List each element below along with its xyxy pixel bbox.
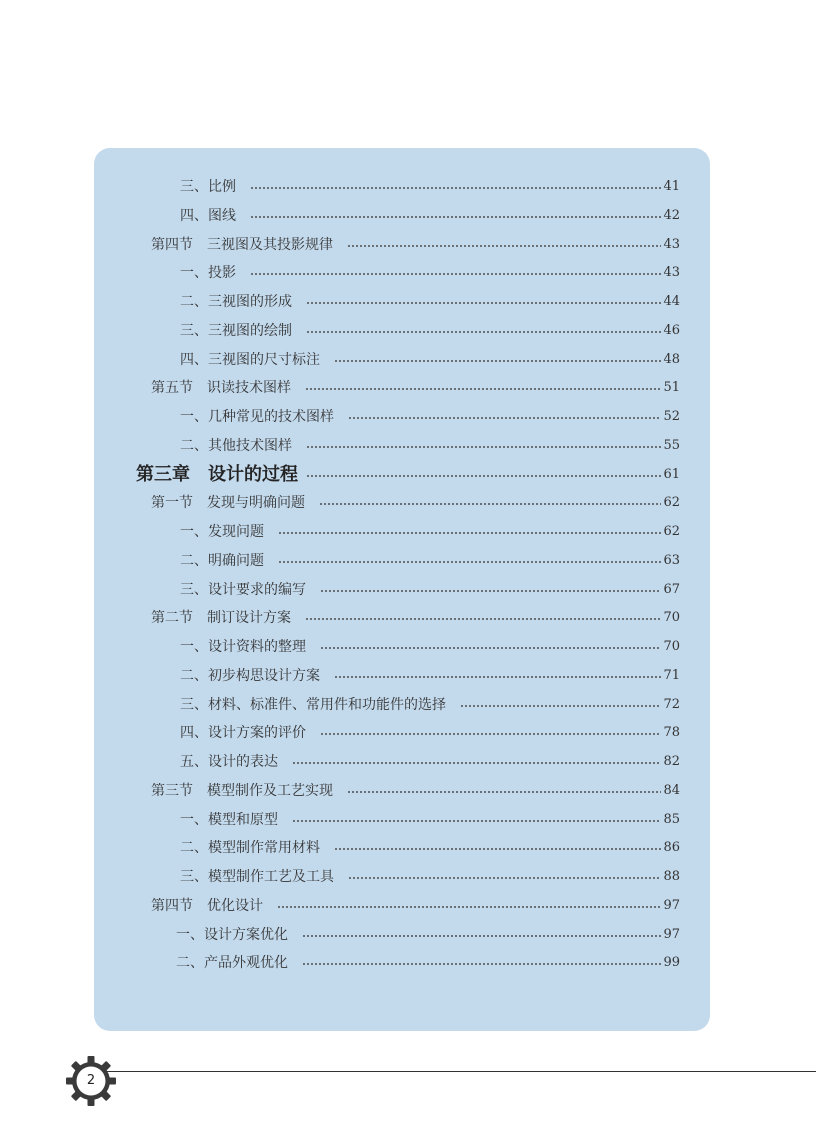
dot-leader <box>348 877 661 879</box>
toc-item-entry[interactable] <box>180 691 680 719</box>
toc-entry-label: 第五节 识读技术图样 <box>151 380 291 397</box>
dot-leader <box>250 216 661 218</box>
toc-entry-page: 62 <box>663 495 680 511</box>
dot-leader <box>306 446 661 448</box>
dot-leader <box>319 503 661 505</box>
toc-entry-label: 第四节 三视图及其投影规律 <box>151 236 333 253</box>
page-number: 2 <box>86 1073 96 1088</box>
dot-leader <box>334 360 661 362</box>
toc-entry-label: 一、发现问题 <box>180 524 264 540</box>
toc-item-entry[interactable] <box>176 921 680 949</box>
toc-item-entry[interactable] <box>180 317 680 345</box>
dot-leader <box>320 647 661 649</box>
dot-leader <box>347 791 661 793</box>
toc-section-entry[interactable] <box>151 777 680 805</box>
toc-section-entry[interactable] <box>151 892 680 920</box>
toc-entry-label: 一、设计方案优化 <box>176 926 288 943</box>
toc-entry-page: 55 <box>663 437 680 453</box>
dot-leader <box>347 245 661 247</box>
toc-entry-label: 四、设计方案的评价 <box>180 725 306 742</box>
toc-entry-page: 48 <box>663 351 680 367</box>
toc-entry-page: 78 <box>663 725 680 741</box>
toc-entry-label: 三、设计要求的编写 <box>180 581 306 598</box>
toc-entry-label: 第二节 制订设计方案 <box>151 610 291 627</box>
dot-leader <box>334 848 661 850</box>
toc-item-entry[interactable] <box>180 259 680 287</box>
dot-leader <box>250 187 661 189</box>
toc-entry-label: 三、三视图的绘制 <box>180 322 292 339</box>
toc-entry-page: 43 <box>663 265 680 281</box>
toc-item-entry[interactable] <box>180 547 680 575</box>
dot-leader <box>348 417 661 419</box>
toc-section-entry[interactable] <box>151 374 680 402</box>
toc-section-entry[interactable] <box>151 489 680 517</box>
dot-leader <box>292 762 661 764</box>
toc-entry-page: 72 <box>663 696 680 712</box>
toc-item-entry[interactable] <box>180 719 680 747</box>
toc-entry-label: 第四节 优化设计 <box>151 897 263 914</box>
toc-item-entry[interactable] <box>180 202 680 230</box>
toc-item-entry[interactable] <box>180 173 680 201</box>
toc-entry-page: 70 <box>663 610 680 626</box>
toc-item-entry[interactable] <box>180 633 680 661</box>
dot-leader <box>292 820 661 822</box>
toc-entry-label: 第三节 模型制作及工艺实现 <box>151 782 333 799</box>
toc-item-entry[interactable] <box>180 518 680 546</box>
toc-item-entry[interactable] <box>180 806 680 834</box>
toc-entry-page: 61 <box>663 466 680 482</box>
toc-item-entry[interactable] <box>180 346 680 374</box>
toc-entry-label: 三、材料、标准件、常用件和功能件的选择 <box>180 696 446 713</box>
toc-entry-page: 46 <box>663 322 680 338</box>
toc-entry-page: 99 <box>663 955 680 971</box>
toc-entry-page: 97 <box>663 926 680 942</box>
dot-leader <box>306 302 661 304</box>
dot-leader <box>302 935 661 937</box>
toc-entry-label: 四、图线 <box>180 207 236 224</box>
toc-entry-page: 88 <box>663 869 680 884</box>
toc-entry-label: 一、模型和原型 <box>180 811 278 828</box>
dot-leader <box>306 475 661 477</box>
toc-entry-page: 52 <box>663 409 680 424</box>
dot-leader <box>278 561 661 563</box>
toc-entry-label: 二、三视图的形成 <box>180 294 292 310</box>
dot-leader <box>320 590 661 592</box>
toc-entry-page: 43 <box>663 236 680 252</box>
toc-entry-label: 一、投影 <box>180 265 236 282</box>
toc-section-entry[interactable] <box>151 604 680 632</box>
footer-rule <box>100 1071 816 1072</box>
toc-entry-page: 63 <box>663 552 680 568</box>
dot-leader <box>334 676 661 678</box>
dot-leader <box>320 733 661 735</box>
toc-item-entry[interactable] <box>180 403 680 431</box>
dot-leader <box>277 906 661 908</box>
toc-entry-page: 42 <box>663 207 680 223</box>
toc-entry-label: 三、比例 <box>180 179 236 195</box>
dot-leader <box>305 618 661 620</box>
dot-leader <box>305 388 661 390</box>
dot-leader <box>302 963 661 965</box>
toc-entry-label: 二、模型制作常用材料 <box>180 840 320 857</box>
toc-entry-label: 一、几种常见的技术图样 <box>180 409 334 425</box>
toc-entry-page: 41 <box>663 179 680 194</box>
toc-entry-label: 二、产品外观优化 <box>176 955 288 972</box>
toc-item-entry[interactable] <box>180 662 680 690</box>
toc-entry-label: 第三章 设计的过程 <box>136 463 298 485</box>
toc-item-entry[interactable] <box>180 576 680 604</box>
toc-entry-label: 三、模型制作工艺及工具 <box>180 869 334 885</box>
toc-entry-page: 71 <box>663 667 680 683</box>
toc-item-entry[interactable] <box>180 288 680 316</box>
toc-entry-page: 70 <box>663 639 680 654</box>
toc-entry-page: 62 <box>663 524 680 539</box>
toc-item-entry[interactable] <box>180 834 680 862</box>
dot-leader <box>278 532 661 534</box>
toc-entry-label: 四、三视图的尺寸标注 <box>180 351 320 368</box>
toc-entry-label: 二、其他技术图样 <box>180 437 292 454</box>
toc-item-entry[interactable] <box>180 432 680 460</box>
toc-entry-page: 51 <box>663 380 680 396</box>
toc-section-entry[interactable] <box>151 231 680 259</box>
toc-entry-label: 一、设计资料的整理 <box>180 639 306 655</box>
toc-item-entry[interactable] <box>180 863 680 891</box>
dot-leader <box>460 705 661 707</box>
dot-leader <box>306 331 661 333</box>
toc-entry-label: 五、设计的表达 <box>180 754 278 770</box>
toc-entry-page: 86 <box>663 840 680 856</box>
toc-entry-page: 84 <box>663 782 680 798</box>
toc-entry-label: 二、初步构思设计方案 <box>180 667 320 684</box>
toc-entry-label: 第一节 发现与明确问题 <box>151 495 305 512</box>
toc-entry-label: 二、明确问题 <box>180 552 264 569</box>
toc-chapter-entry[interactable] <box>136 461 680 489</box>
toc-entry-page: 85 <box>663 811 680 827</box>
dot-leader <box>250 273 661 275</box>
toc-item-entry[interactable] <box>180 748 680 776</box>
toc-entry-page: 44 <box>663 294 680 309</box>
toc-entry-page: 97 <box>663 897 680 913</box>
toc-entry-page: 67 <box>663 581 680 597</box>
toc-item-entry[interactable] <box>176 949 680 977</box>
toc-entry-page: 82 <box>663 754 680 769</box>
